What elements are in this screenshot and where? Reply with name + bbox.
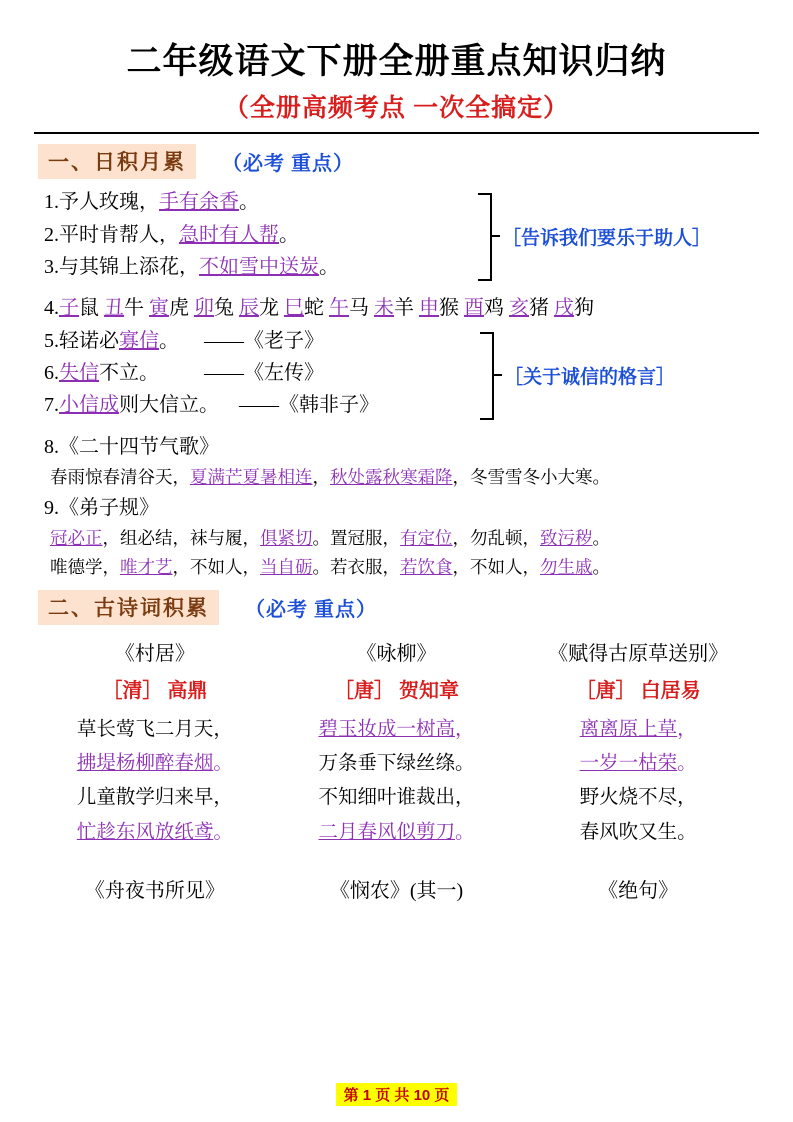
dizigui-key: 唯才艺 [120,556,173,577]
item-text: 轻诺必 [59,329,119,352]
dizigui-key: 勿生戚 [540,556,593,577]
poem-line [517,781,759,815]
poem-line-text: 二月春风似剪刀 [318,821,455,843]
poem-dynasty: ［唐］ [575,680,636,703]
zodiac-stem: 酉 [464,297,484,320]
section-1-tag: （必考 重点） [222,153,354,176]
dizigui-text: ，组必结，袜与履， [102,528,260,549]
zodiac-stem: 戌 [554,297,574,320]
poem-line [34,781,276,815]
dizigui-text: 唯德学， [50,556,120,577]
zodiac-animal: 蛇 [304,297,324,320]
zodiac-animal: 羊 [394,297,414,320]
dizigui-line-2 [50,554,759,581]
item-text: 《二十四节气歌》 [59,435,219,458]
poem-dynasty: ［唐］ [333,680,394,703]
quote-source: 《韩非子》 [279,394,379,417]
quote-source: 《左传》 [244,362,324,385]
poem-line-text: 儿童散学归来早， [76,787,233,809]
dizigui-text: 。置冠服， [312,528,400,549]
spacer [517,850,759,868]
zodiac-stem: 巳 [284,297,304,320]
poem-line-text: 碧玉妆成一树高 [318,719,455,741]
poem-next-title: 《悯农》(其一) [329,879,464,902]
poem-line-tail: 。 [454,821,475,843]
item-key: 急时有人帮 [179,223,279,246]
zodiac-stem: 丑 [104,297,124,320]
item-tail: 。 [239,191,259,214]
poem-line-text: 不知细叶谁裁出 [318,787,455,809]
poem-line [276,713,518,747]
zodiac-line [44,293,759,323]
item-tail: 。 [159,329,179,352]
poem-line-text: 拂堤杨柳醉春烟 [76,753,214,775]
list-item [44,326,759,356]
poem-line [34,713,276,747]
item-tail: 。 [319,256,339,279]
dizigui-text: 。若衣服， [312,556,400,577]
poem-dynasty: ［清］ [102,680,163,703]
quote-group [34,326,759,430]
zodiac-stem: 午 [329,297,349,320]
poem-next-title: 《舟夜书所见》 [84,879,225,902]
item-key: 小信成 [59,394,119,417]
item-text: 与其锦上添花， [59,256,199,279]
item-tail: 则大信立。 [119,394,219,417]
item-text: 《弟子规》 [59,496,159,519]
list-item [44,390,759,420]
section-2-tag: （必考 重点） [245,599,377,622]
poem-title: 《村居》 [114,643,195,666]
dizigui-key: 俱紧切 [260,528,313,549]
list-item [44,187,759,217]
item-tail: 。 [279,223,299,246]
poem-line-text: 忙趁东风放纸鸢 [76,821,214,843]
poem-line-tail: 。 [213,753,233,775]
item-number: 9. [44,496,59,519]
jieqi-part: 春雨惊春清谷天， [50,467,190,488]
poem-line-tail: ， [454,719,475,741]
zodiac-animal: 马 [349,297,369,320]
dizigui-key: 有定位 [400,528,453,549]
page-subtitle: （全册高频考点 一次全搞定） [223,95,570,123]
poem-column [34,633,276,903]
dizigui-text: 。 [592,528,610,549]
zodiac-stem: 卯 [194,297,214,320]
dizigui-key: 当自砺 [260,556,313,577]
brace-pointer [492,374,502,376]
zodiac-animal: 龙 [259,297,279,320]
zodiac-stem: 未 [374,297,394,320]
poem-author-name: 白居易 [640,680,701,703]
poem-line-text: 一岁一枯荣 [579,753,678,775]
item-number: 2. [44,223,59,246]
list-item [44,493,759,523]
zodiac-animal: 猪 [529,297,549,320]
poem-grid [34,633,759,903]
jieqi-sep: ， [452,467,470,488]
dizigui-text: 。 [592,556,610,577]
poem-author [276,674,518,703]
poem-author [517,674,759,703]
page-footer [0,1083,793,1106]
item-number: 7. [44,394,59,417]
item-key: 不如雪中送炭 [199,256,319,279]
annotation-integrity-maxims: ［关于诚信的格言］ [504,366,676,388]
zodiac-animal: 鼠 [79,297,99,320]
dizigui-text: ，勿乱顿， [452,528,540,549]
poem-line-text: 春风吹又生。 [579,821,697,843]
zodiac-animal: 鸡 [484,297,504,320]
poem-author-name: 高鼎 [167,680,208,703]
zodiac-stem: 辰 [239,297,259,320]
jieqi-song-line [50,464,759,491]
list-item [44,252,759,282]
section-1-header [38,144,759,179]
item-key: 手有余香 [159,191,239,214]
zodiac-animal: 狗 [574,297,594,320]
poem-line [276,781,518,815]
poem-line-tail: ， [454,787,475,809]
section-2-header [38,590,759,625]
poem-line-tail: 。 [677,753,697,775]
zodiac-animal: 虎 [169,297,189,320]
list-item [44,432,759,462]
jieqi-part: 夏满芒夏暑相连 [190,467,313,488]
poem-title: 《咏柳》 [356,643,437,666]
brace-pointer [490,235,500,237]
item-number: 3. [44,256,59,279]
section-2-title: 二、古诗词积累 [38,590,219,625]
poem-line [276,747,518,781]
poem-line [517,713,759,747]
page-number-badge: 第 1 页 共 10 页 [336,1083,458,1106]
poem-line-text: 野火烧不尽， [579,787,697,809]
proverb-group-1 [34,187,759,291]
item-number: 5. [44,329,59,352]
section-1-title: 一、日积月累 [38,144,196,179]
poem-next-title: 《绝句》 [598,879,679,902]
jieqi-part: 秋处露秋寒霜降 [330,467,453,488]
zodiac-animal: 兔 [214,297,234,320]
poem-line [34,747,276,781]
poem-line-text: 万条垂下绿丝绦。 [318,753,475,775]
item-number: 1. [44,191,59,214]
dizigui-key: 致污秽 [540,528,593,549]
item-number: 4. [44,297,59,320]
page-title: 二年级语文下册全册重点知识归纳 [126,42,667,81]
quote-dash: —— [204,329,244,352]
poem-line-tail: 。 [213,821,233,843]
dizigui-text: ，不如人， [452,556,540,577]
poem-line-tail: ， [677,719,697,741]
poem-author-name: 贺知章 [398,680,459,703]
poem-column [517,633,759,903]
zodiac-stem: 寅 [149,297,169,320]
spacer [34,850,276,868]
poem-line [517,747,759,781]
poem-line-text: 草长莺飞二月天， [76,719,233,741]
poem-title: 《赋得古原草送别》 [548,643,729,666]
poem-line [276,816,518,850]
poem-line-text: 离离原上草 [579,719,678,741]
dizigui-key: 冠必正 [50,528,103,549]
zodiac-stem: 子 [59,297,79,320]
zodiac-animal: 猴 [439,297,459,320]
title-divider [34,132,759,134]
annotation-lesson-help: ［告诉我们要乐于助人］ [502,228,712,250]
item-key: 失信 [59,362,99,385]
item-number: 6. [44,362,59,385]
item-tail: 不立。 [99,362,159,385]
poem-author [34,674,276,703]
dizigui-line-1 [50,525,759,552]
quote-source: 《老子》 [244,329,324,352]
item-key: 寡信 [119,329,159,352]
quote-dash: —— [239,394,279,417]
zodiac-animal: 牛 [124,297,144,320]
dizigui-key: 若饮食 [400,556,453,577]
brace-bracket [478,193,492,281]
dizigui-text: ，不如人， [172,556,260,577]
jieqi-sep: ， [312,467,330,488]
spacer [276,850,518,868]
item-number: 8. [44,435,59,458]
poem-line [517,816,759,850]
zodiac-stem: 亥 [509,297,529,320]
jieqi-part: 冬雪雪冬小大寒。 [470,467,610,488]
brace-bracket [480,332,494,420]
zodiac-stem: 申 [419,297,439,320]
poem-line [34,816,276,850]
item-text: 予人玫瑰， [59,191,159,214]
quote-dash: —— [204,362,244,385]
item-text: 平时肯帮人， [59,223,179,246]
poem-column [276,633,518,903]
